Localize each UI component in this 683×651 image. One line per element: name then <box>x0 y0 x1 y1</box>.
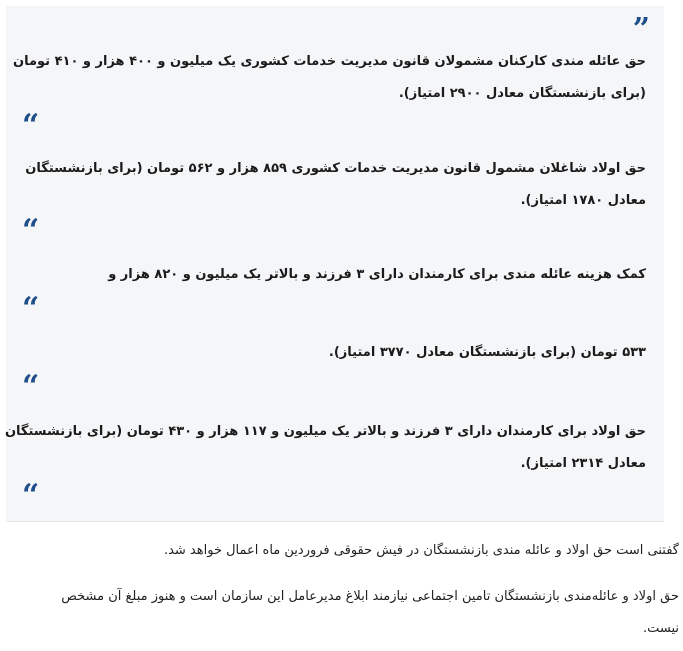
quote-text-4 <box>24 337 646 369</box>
quote-line: حق اولاد برای کارمندان دارای ۳ فرزند و بالاتر یک میلیون و ۱۱۷ هزار و ۴۳۰ تومان (برای بازنشستگان <box>4 424 646 439</box>
quote-text-3 <box>24 259 646 291</box>
paragraph-line: نیست. <box>642 621 679 636</box>
paragraph-1 <box>7 535 679 567</box>
open-quote-icon: “ <box>22 478 40 513</box>
quote-line: حق عائله مندی کارکنان مشمولان قانون مدیریت خدمات کشوری یک میلیون و ۴۰۰ هزار و ۴۱۰ تومان <box>12 54 646 69</box>
quote-line: معادل ۱۷۸۰ امتیاز). <box>520 193 646 208</box>
paragraph-line: گفتنی است حق اولاد و عائله مندی بازنشستگان در فیش حقوقی فروردین ماه اعمال خواهد شد. <box>163 543 679 558</box>
quote-line: حق اولاد شاغلان مشمول قانون مدیریت خدمات کشوری ۸۵۹ هزار و ۵۶۲ تومان (برای بازنشستگان <box>25 161 646 176</box>
paragraph-2 <box>7 581 679 645</box>
quote-text-1 <box>12 46 646 110</box>
quote-text-2 <box>24 153 646 217</box>
open-quote-icon: “ <box>22 108 40 143</box>
quote-line: (برای بازنشستگان معادل ۲۹۰۰ امتیاز). <box>398 86 646 101</box>
open-quote-icon: “ <box>22 213 40 248</box>
quote-text-5 <box>4 416 646 480</box>
close-quote-icon: ” <box>632 12 650 47</box>
quote-line: ۵۳۳ تومان (برای بازنشستگان معادل ۳۷۷۰ امتیاز). <box>328 345 646 360</box>
quote-line: معادل ۲۳۱۴ امتیاز). <box>520 456 646 471</box>
blockquote-box <box>6 6 664 522</box>
quote-line: کمک هزینه عائله مندی برای کارمندان دارای ۳ فرزند و بالاتر یک میلیون و ۸۲۰ هزار و <box>108 267 646 282</box>
open-quote-icon: “ <box>22 369 40 404</box>
open-quote-icon: “ <box>22 291 40 326</box>
paragraph-line: حق اولاد و عائله‌مندی بازنشستگان تامین اجتماعی نیازمند ابلاغ مدیرعامل این سازمان است و هنوز مبلغ آن مشخص <box>61 589 679 604</box>
